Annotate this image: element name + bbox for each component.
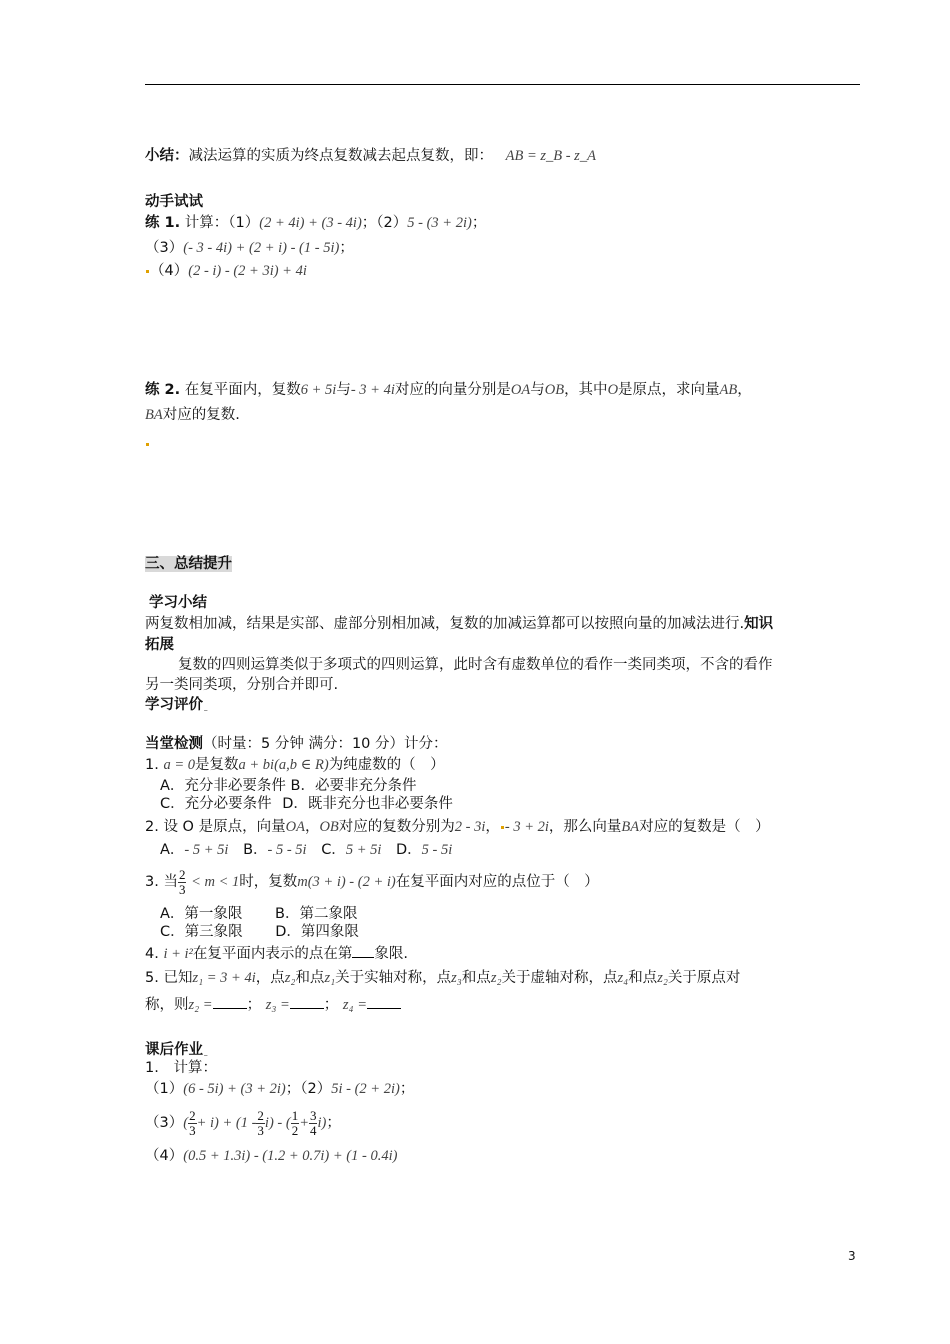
q5-text-g: 和点	[628, 970, 658, 986]
homework-h1-line	[145, 1079, 414, 1099]
homework-h3-d: +	[299, 1115, 309, 1131]
ex2-text-f: 是原点，求向量	[618, 382, 720, 398]
marker-dot	[146, 270, 149, 273]
homework-semi: ；	[399, 1081, 415, 1097]
ex1-p4-no: （4）	[150, 263, 189, 279]
frac-den: 3	[189, 1122, 196, 1138]
q1-options-row2	[160, 794, 453, 814]
q3-fraction	[178, 868, 187, 897]
q5-text-e: 和点	[461, 970, 491, 986]
q5-text-h: 关于原点对	[667, 970, 741, 986]
q5-z1: z₁ = 3 + 4i	[192, 970, 256, 986]
homework-h1-no: （1）	[145, 1081, 184, 1097]
ex2-v4: BA	[145, 407, 163, 423]
q1-option-c: C．充分必要条件	[160, 796, 272, 812]
eval-heading: 学习评价	[145, 697, 203, 713]
quiz-meta: （时量：5 分钟 满分：10 分）计分：	[203, 736, 448, 752]
q2-option-b-label: B．	[243, 842, 268, 858]
homework-h3-e: i)	[317, 1115, 327, 1131]
ex2-text-b: 与	[336, 382, 351, 398]
q2-text-a: 设 O 是原点，向量	[163, 819, 286, 835]
q2-option-d: 5 - 5i	[421, 842, 453, 858]
study-summary-heading: 学习小结	[149, 595, 207, 611]
marker-dot	[146, 443, 149, 446]
q2-v1: OA	[285, 819, 305, 835]
q5-sep1: ；	[246, 997, 262, 1013]
q2-c2: - 3 + 2i	[504, 819, 549, 835]
q1-no: 1.	[145, 757, 159, 773]
q3-option-a: A．第一象限	[160, 906, 243, 922]
ex1-p3-line: （3）(- 3 - 4i) + (2 + i) - (1 - 5i)；	[145, 240, 354, 256]
frac-den: 4	[309, 1122, 317, 1138]
q2-text-b: 对应的复数分别为	[338, 819, 455, 835]
ex1-p3-no: （3）	[145, 240, 184, 256]
summary-para1	[145, 614, 860, 634]
q2-option-a: - 5 + 5i	[184, 842, 229, 858]
q2-option-b: - 5 - 5i	[267, 842, 307, 858]
try-heading: 动手试试	[145, 194, 203, 210]
q5-z4-eq: z₄ =	[342, 997, 367, 1013]
marker-dot-line	[145, 434, 150, 454]
frac-num: 2	[257, 1107, 264, 1123]
q5-z1b: z₁	[324, 970, 336, 986]
ex1-p4: (2 - i) - (2 + 3i) + 4i	[188, 263, 307, 279]
homework-h3-line	[145, 1103, 341, 1143]
q5-text-i: 称，则	[145, 997, 189, 1013]
q1-expr: a + bi(a,b ∈ R)	[238, 757, 329, 773]
homework-h4-no: （4）	[145, 1148, 184, 1164]
q3-option-b: B．第二象限	[275, 906, 358, 922]
tick-mark: ˍ	[203, 699, 209, 712]
q5-sep2: ；	[323, 997, 339, 1013]
q3-text-a: 当	[163, 874, 178, 890]
q5-line2	[145, 994, 401, 1015]
q2-v3: BA	[621, 819, 640, 835]
q3-frac-num: 2	[178, 866, 186, 882]
q3-text-c: 在复平面内对应的点位于（ ）	[395, 874, 599, 890]
ex2-label: 练 2.	[145, 382, 181, 398]
q2-v2: OB	[319, 819, 339, 835]
frac-den: 3	[257, 1122, 264, 1138]
q2-text-d: 对应的复数是（ ）	[639, 819, 770, 835]
homework-h3-frac1	[188, 1109, 197, 1138]
q5-text-b: ，点	[255, 970, 285, 986]
quiz-heading: 当堂检测	[145, 736, 203, 752]
q1-option-a: A．充分非必要条件	[160, 778, 286, 794]
section3-heading: 三、总结提升	[145, 556, 232, 572]
q5-z2b: z₂	[490, 970, 502, 986]
homework-h3-no: （3）	[145, 1115, 184, 1131]
q5-text-d: 关于实轴对称，点	[335, 970, 452, 986]
q5-text-a: 已知	[163, 970, 193, 986]
q1-option-d: D．既非充分也非必要条件	[282, 796, 453, 812]
ex2-text-e: ，其中	[564, 382, 608, 398]
ex2-o: O	[607, 382, 619, 398]
q4-text-b: 象限.	[374, 946, 409, 962]
q3-option-c: C．第三象限	[160, 924, 243, 940]
q5-no: 5.	[145, 970, 159, 986]
ex1-line: 练 1. 计算：（1）(2 + 4i) + (3 - 4i)；（2）5 - (3 + 2i)；	[145, 215, 487, 231]
summary-text: 减法运算的实质为终点复数减去起点复数，即：	[188, 148, 493, 164]
q3-text-b: 时，复数	[239, 874, 298, 890]
q4-expr: i + i²	[163, 946, 193, 962]
q3-line	[145, 862, 599, 902]
ex1-p4-line	[145, 261, 307, 281]
homework-h3-frac3	[291, 1109, 300, 1138]
homework-h3-frac2	[256, 1109, 265, 1138]
homework-h2-no: （2）	[300, 1081, 332, 1097]
q3-option-d: D．第四象限	[275, 924, 359, 940]
ex2-z1: 6 + 5i	[300, 382, 337, 398]
marker-dot	[501, 826, 504, 829]
frac-num: 3	[309, 1107, 317, 1123]
q1-options-row1	[160, 776, 416, 796]
q1-line	[145, 755, 445, 775]
q5-z3-eq: z₃ =	[265, 997, 290, 1013]
q3-cond: < m < 1	[191, 874, 240, 890]
summary-para1-text: 两复数相加减，结果是实部、虚部分别相加减，复数的加减运算都可以按照向量的加减法进行.	[145, 616, 745, 632]
quiz-heading-line	[145, 734, 448, 754]
q2-c1: 2 - 3i	[454, 819, 486, 835]
q4-text-a: 在复平面内表示的点在第	[192, 946, 353, 962]
q4-line	[145, 943, 408, 964]
q2-option-d-label: D．	[396, 842, 422, 858]
q1-text-a: 是复数	[195, 757, 239, 773]
q5-z4-blank[interactable]	[367, 994, 401, 1009]
homework-item-no: 1.	[145, 1060, 159, 1076]
section3-heading-line	[145, 554, 232, 574]
frac-den: 2	[291, 1122, 299, 1138]
q1-cond: a = 0	[163, 757, 195, 773]
q5-z2-eq: z₂ =	[188, 997, 213, 1013]
q4-no: 4.	[145, 946, 159, 962]
ex1-p1: (2 + 4i) + (3 - 4i)	[259, 215, 362, 231]
homework-item-text: 计算：	[173, 1060, 217, 1076]
q5-z2-blank[interactable]	[213, 994, 247, 1009]
summary-formula: AB = z_B - z_A	[505, 148, 596, 164]
homework-item	[145, 1058, 217, 1078]
q3-no: 3.	[145, 874, 159, 890]
homework-h3-b: + i) + (1 -	[196, 1115, 257, 1131]
ex1-label: 练 1.	[145, 215, 181, 231]
ex1-p3: (- 3 - 4i) + (2 + i) - (1 - 5i)	[183, 240, 340, 256]
q5-z2c: z₂	[657, 970, 668, 986]
ex1-p2: 5 - (3 + 2i)	[407, 215, 472, 231]
ex2-v3: AB	[719, 382, 738, 398]
q3-options-row1	[160, 904, 357, 924]
q2-no: 2.	[145, 819, 159, 835]
summary-label: 小结：	[145, 148, 189, 164]
homework-h1: (6 - 5i) + (3 + 2i)	[183, 1081, 286, 1097]
q3-options-row2	[160, 922, 359, 942]
q5-z4: z₄	[617, 970, 629, 986]
homework-heading: 课后作业	[145, 1042, 203, 1058]
q2-option-c: 5 + 5i	[345, 842, 382, 858]
q5-z3: z₃	[451, 970, 462, 986]
q2-text-c: ，那么向量	[548, 819, 622, 835]
summary-para2-line2: 另一类同类项，分别合并即可.	[145, 677, 339, 693]
homework-semi: ；	[326, 1115, 341, 1131]
summary-line	[145, 146, 596, 166]
q3-frac-den: 3	[178, 881, 186, 897]
ex2-z2: - 3 + 4i	[350, 382, 395, 398]
summary-para2-line1: 复数的四则运算类似于多项式的四则运算，此时含有虚数单位的看作一类同类项，不含的看作	[178, 657, 773, 673]
q2-option-c-label: C．	[321, 842, 346, 858]
knowledge-ext-label-b: 拓展	[145, 637, 174, 653]
ex1-prompt: 计算：	[184, 215, 229, 231]
q3-expr: m(3 + i) - (2 + i)	[297, 874, 396, 890]
q2-line: 2. 设 O 是原点，向量OA，OB对应的复数分别为2 - 3i， - 3 + 2i，那么向量BA对应的复数是（ ）	[145, 819, 770, 835]
q1-option-b: B．必要非充分条件	[290, 778, 417, 794]
ex2-text-d: 与	[530, 382, 545, 398]
ex2-v1: OA	[510, 382, 531, 398]
homework-h3-c: i) - (	[264, 1115, 291, 1131]
q2-option-a-label: A．	[160, 842, 185, 858]
homework-h3-a: (	[183, 1115, 189, 1131]
q4-answer-blank[interactable]	[352, 943, 374, 958]
frac-num: 1	[291, 1107, 299, 1123]
knowledge-ext-label-a: 知识	[744, 616, 774, 632]
q5-text-c: 和点	[295, 970, 325, 986]
q5-z3-blank[interactable]	[290, 994, 324, 1009]
frac-num: 2	[189, 1107, 196, 1123]
ex2-text-a: 在复平面内，复数	[184, 382, 301, 398]
homework-semi: ；	[285, 1081, 301, 1097]
ex2-line1: 练 2. 在复平面内，复数6 + 5i与- 3 + 4i对应的向量分别是OA与OB，其中O是原点，求向量AB，	[145, 382, 752, 398]
ex2-text-c: 对应的向量分别是	[394, 382, 511, 398]
q1-text-b: 为纯虚数的（ ）	[328, 757, 445, 773]
ex2-line2	[145, 405, 240, 425]
q5-z2: z₂	[284, 970, 296, 986]
homework-h2: 5i - (2 + 2i)	[331, 1081, 400, 1097]
eval-heading-line	[145, 695, 209, 716]
ex2-v2: OB	[544, 382, 565, 398]
tick-mark: ˍ	[203, 1044, 209, 1057]
homework-h4: (0.5 + 1.3i) - (1.2 + 0.7i) + (1 - 0.4i)	[183, 1148, 398, 1164]
ex1-p2-no: （2）	[376, 215, 408, 231]
header-rule	[145, 84, 860, 85]
page-number: 3	[848, 1249, 856, 1263]
q5-text-f: 关于虚轴对称，点	[501, 970, 618, 986]
q5-line1	[145, 968, 740, 988]
ex1-p1-no: （1）	[228, 215, 260, 231]
homework-h4-line	[145, 1146, 397, 1166]
q2-options	[160, 840, 452, 860]
ex2-text-g: 对应的复数.	[162, 407, 240, 423]
